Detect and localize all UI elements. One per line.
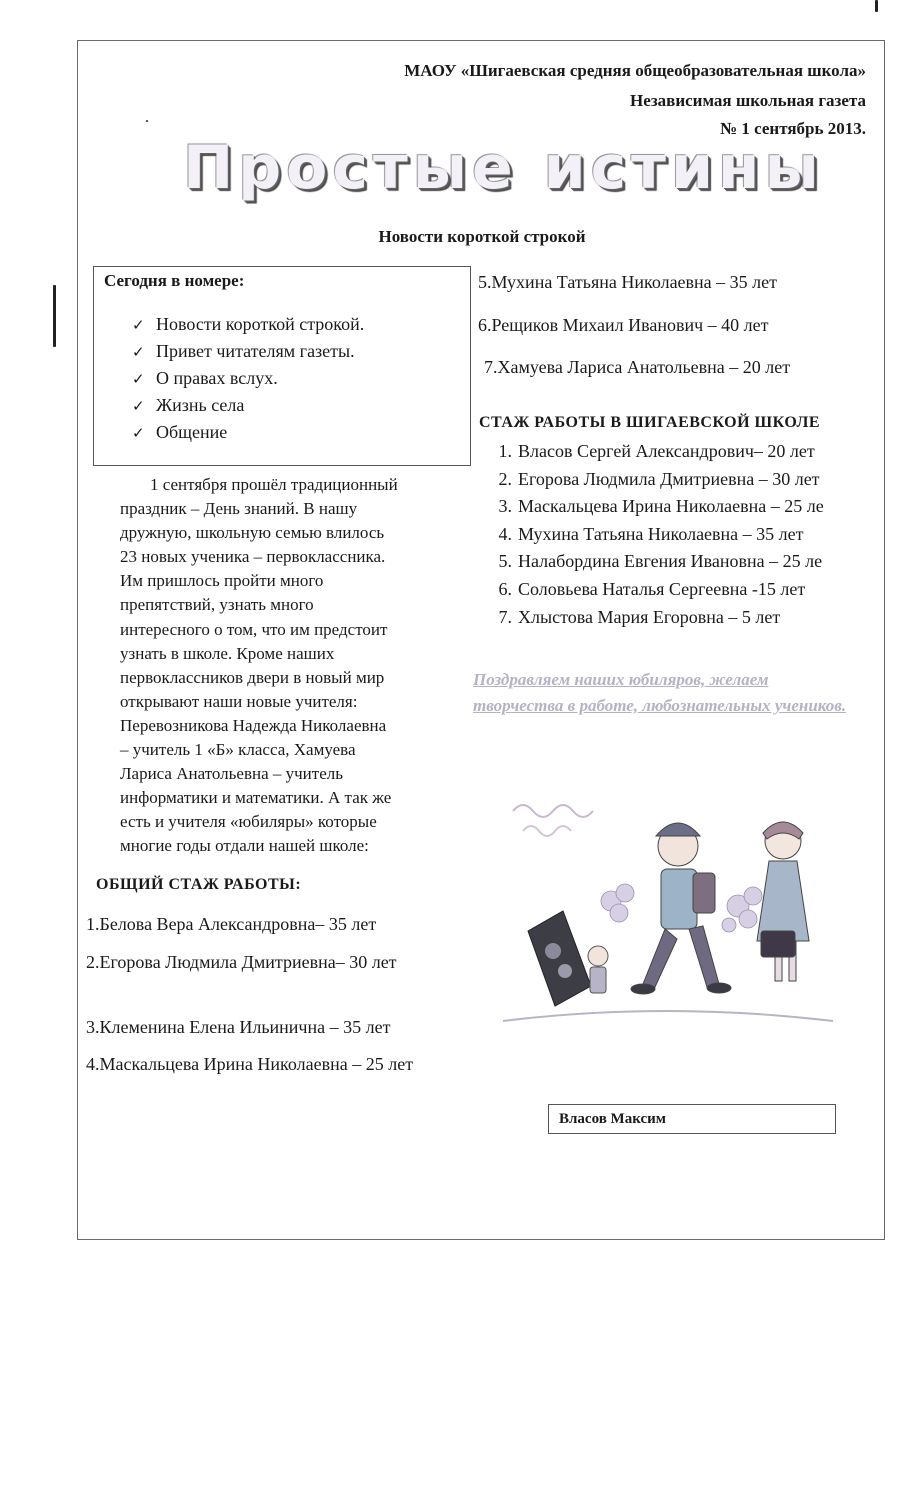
- scan-mark: [53, 285, 56, 347]
- list-item: 5. Налабордина Евгения Ивановна – 25 ле: [498, 551, 823, 572]
- article-line: открывают наши новые учителя:: [120, 691, 358, 711]
- toc-item: [132, 419, 364, 446]
- article-line: – учитель 1 «Б» класса, Хамуева: [120, 740, 356, 760]
- check-icon: ✓: [132, 316, 145, 334]
- article-line: первоклассников двери в новый мир: [120, 667, 385, 687]
- list-item: 2. Егорова Людмила Дмитриевна – 30 лет: [498, 468, 820, 489]
- list-item: 1. Власов Сергей Александрович– 20 лет: [498, 441, 815, 461]
- article-line: узнать в школе. Кроме наших: [120, 643, 335, 663]
- article-line: Им пришлось пройти много: [120, 571, 324, 591]
- toc-item: [132, 365, 364, 392]
- toc-item: [132, 311, 364, 338]
- stazh-item: 2.Егорова Людмила Дмитриевна– 30 лет: [86, 952, 397, 972]
- stazh-item: 7.Хамуева Лариса Анатольевна – 20 лет: [484, 357, 791, 377]
- newspaper-page: [77, 40, 885, 1240]
- article-line: многие годы отдали нашей школе:: [120, 836, 369, 856]
- scan-mark: [875, 0, 878, 12]
- author-box: [548, 1104, 836, 1134]
- author-name: Власов Максим: [559, 1111, 666, 1127]
- list-item: 7. Хлыстова Мария Егоровна – 5 лет: [498, 606, 781, 627]
- article-line: препятствий, узнать много: [120, 595, 314, 615]
- general-stazh-title: ОБЩИЙ СТАЖ РАБОТЫ:: [96, 876, 302, 893]
- newspaper-type: Независимая школьная газета: [630, 91, 866, 110]
- list-item: 3. Маскальцева Ирина Николаевна – 25 ле: [498, 496, 824, 517]
- article-line: Лариса Анатольевна – учитель: [120, 764, 343, 784]
- list-item: 6. Соловьева Наталья Сергеевна -15 лет: [498, 578, 806, 599]
- issue-number: № 1 сентябрь 2013.: [720, 119, 866, 138]
- toc-item-label: Привет читателям газеты.: [156, 341, 355, 361]
- check-icon: ✓: [132, 343, 145, 361]
- school-name: МАОУ «Шигаевская средняя общеобразовательная школа»: [404, 61, 866, 80]
- toc-item-label: О правах вслух.: [156, 368, 278, 388]
- toc-item-label: Новости короткой строкой.: [156, 314, 365, 334]
- check-icon: ✓: [132, 424, 145, 442]
- stazh-item: 3.Клеменина Елена Ильинична – 35 лет: [86, 1017, 391, 1037]
- school-children-illustration: [493, 781, 838, 1043]
- check-icon: ✓: [132, 370, 145, 388]
- article-line: 23 новых ученика – первоклассника.: [120, 547, 386, 567]
- list-item: 4. Мухина Татьяна Николаевна – 35 лет: [498, 523, 804, 544]
- toc-item: [132, 392, 364, 419]
- article-line: интересного о том, что им предстоит: [120, 619, 388, 639]
- stazh-item: 1.Белова Вера Александровна– 35 лет: [86, 914, 377, 934]
- toc-item-label: Жизнь села: [156, 395, 245, 415]
- article-line: 1 сентября прошёл традиционный: [150, 475, 398, 494]
- stazh-item: 5.Мухина Татьяна Николаевна – 35 лет: [478, 272, 778, 292]
- newspaper-title: Простые истины: [183, 133, 824, 203]
- article-line: дружную, школьную семью влилось: [120, 523, 385, 543]
- toc-item-label: Общение: [156, 422, 228, 442]
- toc-title: Сегодня в номере:: [104, 271, 245, 290]
- stazh-item: 4.Маскальцева Ирина Николаевна – 25 лет: [86, 1054, 414, 1074]
- check-icon: ✓: [132, 397, 145, 415]
- school-stazh-list: [478, 438, 886, 631]
- section-heading: Новости короткой строкой: [378, 227, 586, 246]
- article-line: Перевозникова Надежда Николаевна: [120, 715, 387, 735]
- congratulations-text: Поздравляем наших юбиляров, желаем творчества в работе, любознательных учеников.: [473, 670, 847, 715]
- stazh-item: 6.Рещиков Михаил Иванович – 40 лет: [478, 315, 769, 335]
- toc-list: [132, 311, 364, 446]
- toc-item: [132, 338, 364, 365]
- school-stazh-title: СТАЖ РАБОТЫ В ШИГАЕВСКОЙ ШКОЛЕ: [479, 414, 821, 431]
- article-line: есть и учителя «юбиляры» которые: [120, 812, 377, 832]
- article-line: информатики и математики. А так же: [120, 788, 392, 808]
- article-text: [120, 473, 470, 859]
- article-line: праздник – День знаний. В нашу: [120, 499, 358, 519]
- table-of-contents: [93, 266, 471, 466]
